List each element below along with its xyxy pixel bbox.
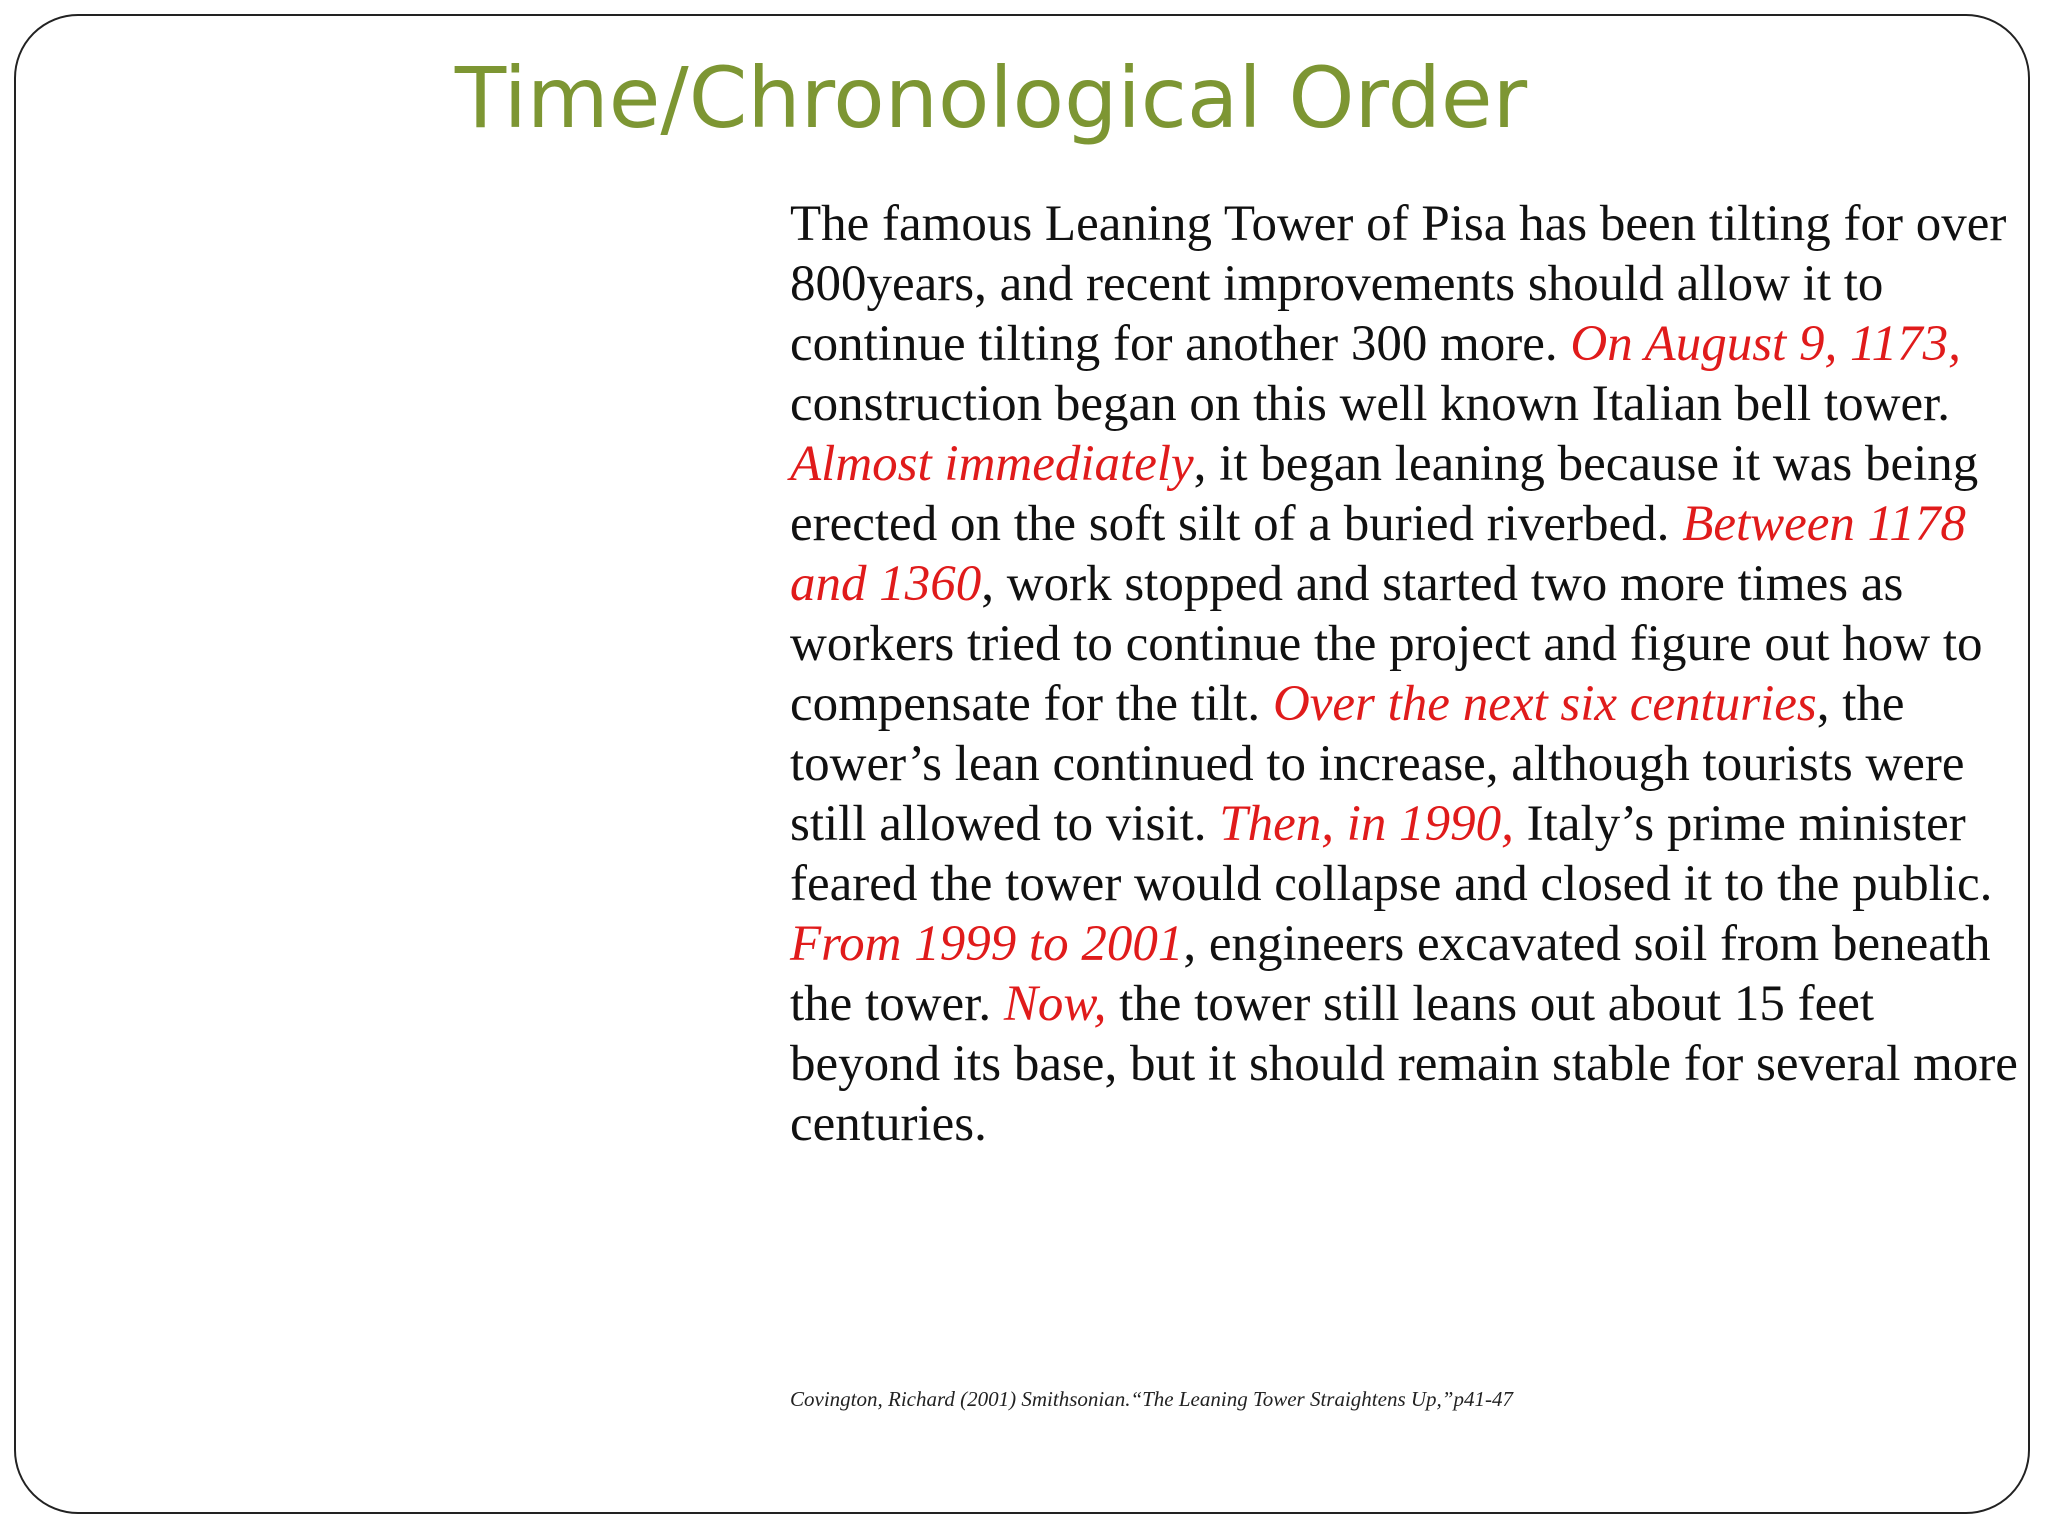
- slide-frame: [14, 14, 2030, 1514]
- text-segment: Italy’s prime minister feared the tower would collapse and closed it to the public.: [790, 796, 1993, 912]
- time-transition-highlight: On August 9, 1173,: [1570, 316, 1961, 372]
- text-segment: , it began leaning because it was being erected on the soft silt of a buried riverbed.: [790, 436, 1979, 552]
- time-transition-highlight: Now,: [1003, 976, 1107, 1032]
- text-segment: the tower still leans out about 15 feet beyond its base, but it should remain stable for several more centuries.: [790, 976, 2018, 1152]
- time-transition-highlight: Between 1178 and 1360: [790, 496, 1966, 612]
- body-paragraph: [790, 194, 2030, 1154]
- text-segment: construction began on this well known Italian bell tower.: [790, 376, 1951, 432]
- text-segment: , engineers excavated soil from beneath the tower.: [790, 916, 1991, 1032]
- citation: Covington, Richard (2001) Smithsonian.“The Leaning Tower Straightens Up,”p41-47: [790, 1387, 1513, 1411]
- time-transition-highlight: Almost immediately: [790, 436, 1194, 492]
- time-transition-highlight: Over the next six centuries: [1272, 676, 1817, 732]
- text-segment: , the tower’s lean continued to increase, although tourists were still allowed to visit.: [790, 676, 1965, 852]
- time-transition-highlight: From 1999 to 2001: [790, 916, 1184, 972]
- text-segment: The famous Leaning Tower of Pisa has been tilting for over 800years, and recent improvements should allow it to continue tilting for another 300 more.: [790, 196, 2007, 372]
- time-transition-highlight: Then, in 1990,: [1219, 796, 1514, 852]
- slide-title: Time/Chronological Order: [454, 49, 1528, 147]
- text-segment: , work stopped and started two more times as workers tried to continue the project and figure out how to compensate for the tilt.: [790, 556, 1983, 732]
